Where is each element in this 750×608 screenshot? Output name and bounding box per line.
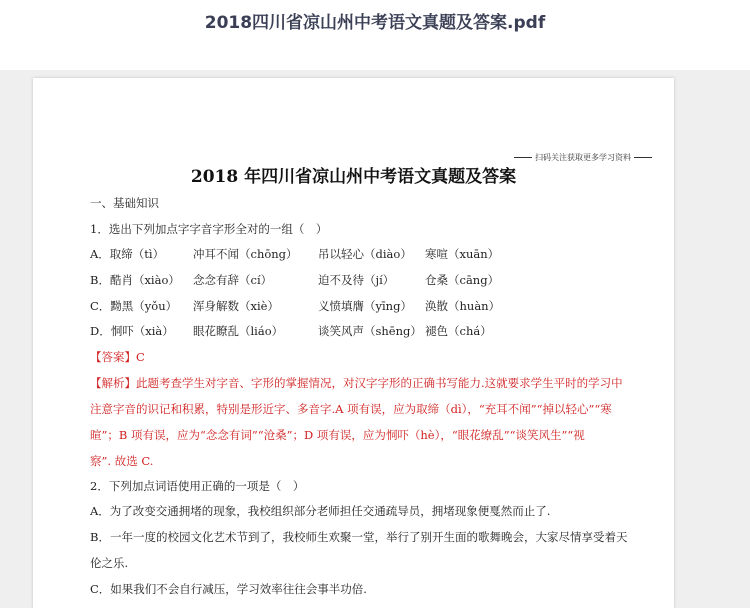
question-2-stem: 2．下列加点词语使用正确的一项是（ ） — [90, 479, 305, 493]
q1-row-c-col1: C．黝黑（yǒu） — [90, 299, 178, 313]
q1-row-c-col4: 涣散（huàn） — [425, 299, 501, 313]
q1-analysis-line-4: 察”. 故选 C. — [90, 454, 154, 468]
q1-row-a-col1: A．取缔（tì） — [90, 247, 165, 261]
pdf-page[interactable] — [33, 78, 674, 608]
question-1-stem: 1．选出下列加点字字音字形全对的一组（ ） — [90, 222, 328, 236]
viewer-header — [0, 0, 750, 70]
q1-row-a-col4: 寒喧（xuān） — [425, 247, 500, 261]
q1-row-a-col2: 冲耳不闻（chōng） — [193, 247, 298, 261]
dash-right — [634, 157, 652, 158]
scan-note-text: 扫码关注获取更多学习资料 — [535, 153, 631, 162]
q1-analysis-line-3: 暄”；B 项有误，应为“念念有词”“沧桑”；D 项有误，应为恫吓（hè），“眼花缭乱”“谈笑风生”“视 — [90, 428, 585, 442]
q2-option-b-line-1: B．一年一度的校园文化艺术节到了，我校师生欢聚一堂，举行了别开生面的歌舞晚会，大家尽情享受着天 — [90, 530, 628, 544]
q1-row-d-col1: D．恫吓（xià） — [90, 324, 174, 338]
q1-row-d-col4: 褪色（chá） — [425, 324, 492, 338]
q1-row-c-col3: 义愤填膺（yīng） — [318, 299, 412, 313]
q2-option-c: C．如果我们不会自行减压，学习效率往往会事半功倍. — [90, 582, 367, 596]
q1-row-b-col1: B．酷肖（xiào） — [90, 273, 180, 287]
q1-row-d-col2: 眼花瞭乱（liáo） — [193, 324, 284, 338]
q1-row-c-col2: 浑身解数（xiè） — [193, 299, 279, 313]
q1-row-b-col2: 念念有辞（cí） — [193, 273, 273, 287]
paper-title: 2018 年四川省凉山州中考语文真题及答案 — [190, 167, 517, 187]
q1-row-a-col3: 吊以轻心（diào） — [318, 247, 412, 261]
q1-answer: 【答案】C — [90, 350, 145, 364]
q2-option-b-line-2: 伦之乐. — [90, 556, 129, 570]
q1-row-b-col3: 迫不及待（jí） — [318, 273, 395, 287]
q1-analysis-line-1: 【解析】此题考查学生对字音、字形的掌握情况，对汉字字形的正确书写能力.这就要求学生平时的学习中 — [90, 376, 623, 390]
q1-row-b-col4: 仓桑（cāng） — [425, 273, 500, 287]
q2-option-a: A．为了改变交通拥堵的现象，我校组织部分老师担任交通疏导员，拥堵现象便戛然而止了. — [90, 504, 551, 518]
q1-analysis-line-2: 注意字音的识记和积累，特别是形近字、多音字.A 项有误，应为取缔（dì），“充耳不闻”“掉以轻心”“寒 — [90, 402, 612, 416]
q1-row-d-col3: 谈笑风声（shēng） — [318, 324, 422, 338]
dash-left — [514, 157, 532, 158]
section-heading: 一、基础知识 — [90, 196, 159, 210]
file-title: 2018四川省凉山州中考语文真题及答案.pdf — [204, 13, 546, 33]
